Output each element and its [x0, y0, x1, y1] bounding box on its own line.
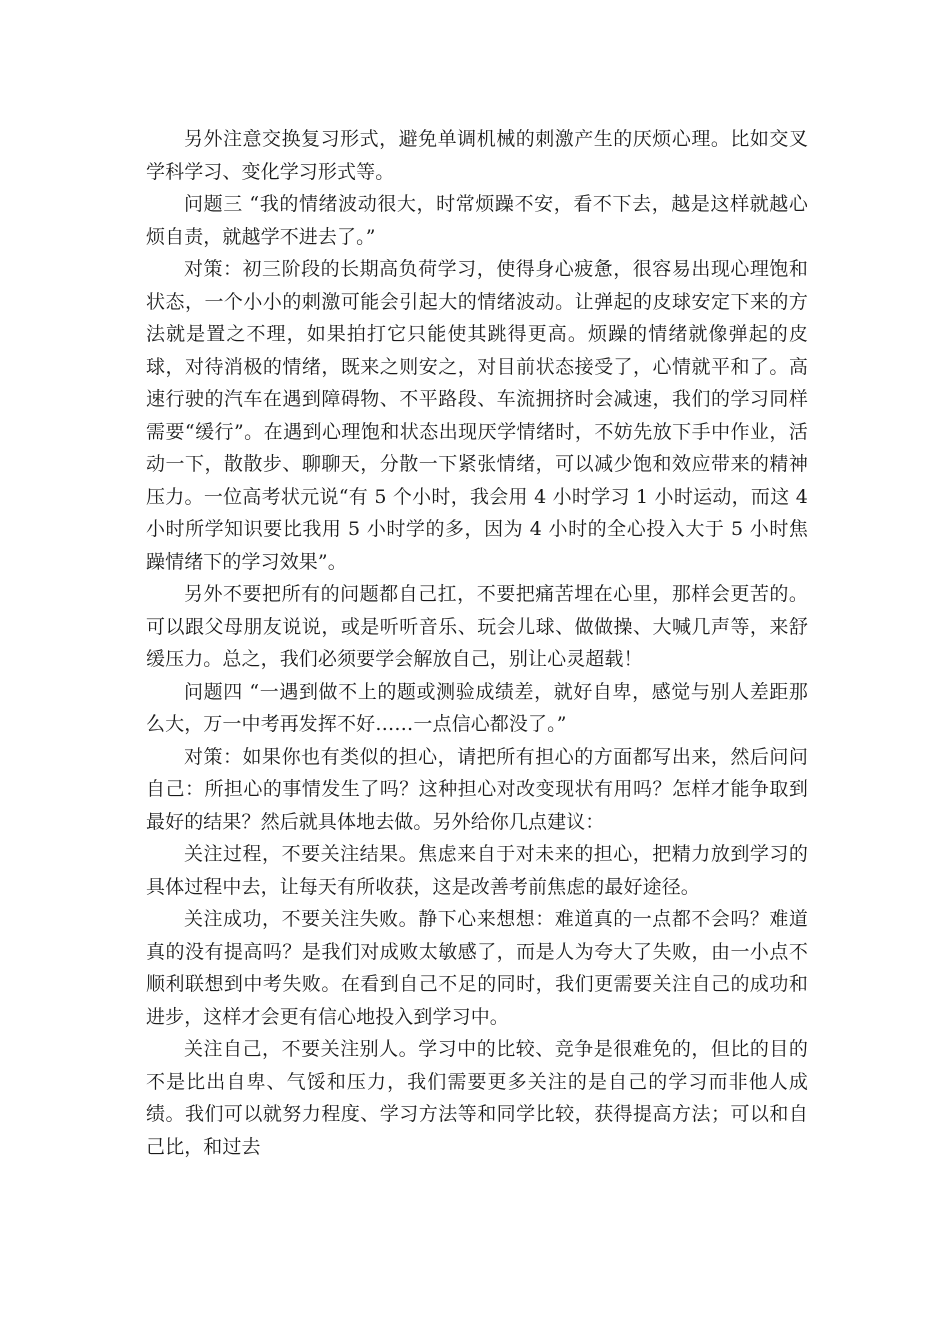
paragraph-focus-self: 关注自己，不要关注别人。学习中的比较、竞争是很难免的，但比的目的不是比出自卑、气馁和压力，我们需要更多关注的是自己的学习而非他人成绩。我们可以就努力程度、学习方法等和同学比较，获得提高方法；可以和自己比，和过去	[146, 1038, 808, 1158]
paragraph-problem-four: 问题四 “一遇到做不上的题或测验成绩差，就好自卑，感觉与别人差距那么大，万一中考再发挥不好……一点信心都没了。”	[146, 680, 808, 735]
document-body	[146, 123, 808, 1163]
paragraph-review-format: 另外注意交换复习形式，避免单调机械的刺激产生的厌烦心理。比如交叉学科学习、变化学习形式等。	[146, 128, 808, 183]
paragraph-strategy-three: 对策：初三阶段的长期高负荷学习，使得身心疲惫，很容易出现心理饱和状态，一个小小的刺激可能会引起大的情绪波动。让弹起的皮球安定下来的方法就是置之不理，如果拍打它只能使其跳得更高。烦躁的情绪就像弹起的皮球，对待消极的情绪，既来之则安之，对目前状态接受了，心情就平和了。高速行驶的汽车在遇到障碍物、不平路段、车流拥挤时会减速，我们的学习同样需要“缓行”。在遇到心理饱和状态出现厌学情绪时，不妨先放下手中作业，活动一下，散散步、聊聊天，分散一下紧张情绪，可以减少饱和效应带来的精神压力。一位高考状元说“有 5 个小时，我会用 4 小时学习 1 小时运动，而这 4 小时所学知识要比我用 5 小时学的多，因为 4 小时的全心投入大于 5 小时焦躁情绪下的学习效果”。	[146, 258, 808, 573]
paragraph-problem-three: 问题三 “我的情绪波动很大，时常烦躁不安，看不下去，越是这样就越心烦自责，就越学不进去了。”	[146, 193, 808, 248]
paragraph-focus-success: 关注成功，不要关注失败。静下心来想想：难道真的一点都不会吗？难道真的没有提高吗？是我们对成败太敏感了，而是人为夸大了失败，由一小点不顺利联想到中考失败。在看到自己不足的同时，我们更需要关注自己的成功和进步，这样才会更有信心地投入到学习中。	[146, 908, 808, 1028]
paragraph-focus-process: 关注过程，不要关注结果。焦虑来自于对未来的担心，把精力放到学习的具体过程中去，让每天有所收获，这是改善考前焦虑的最好途径。	[146, 843, 808, 898]
paragraph-relieve-pressure: 另外不要把所有的问题都自己扛，不要把痛苦埋在心里，那样会更苦的。可以跟父母朋友说说，或是听听音乐、玩会儿球、做做操、大喊几声等，来舒缓压力。总之，我们必须要学会解放自己，别让心灵超载！	[146, 583, 808, 670]
paragraph-strategy-four: 对策：如果你也有类似的担心，请把所有担心的方面都写出来，然后问问自己：所担心的事情发生了吗？这种担心对改变现状有用吗？怎样才能争取到最好的结果？然后就具体地去做。另外给你几点建议：	[146, 745, 808, 833]
